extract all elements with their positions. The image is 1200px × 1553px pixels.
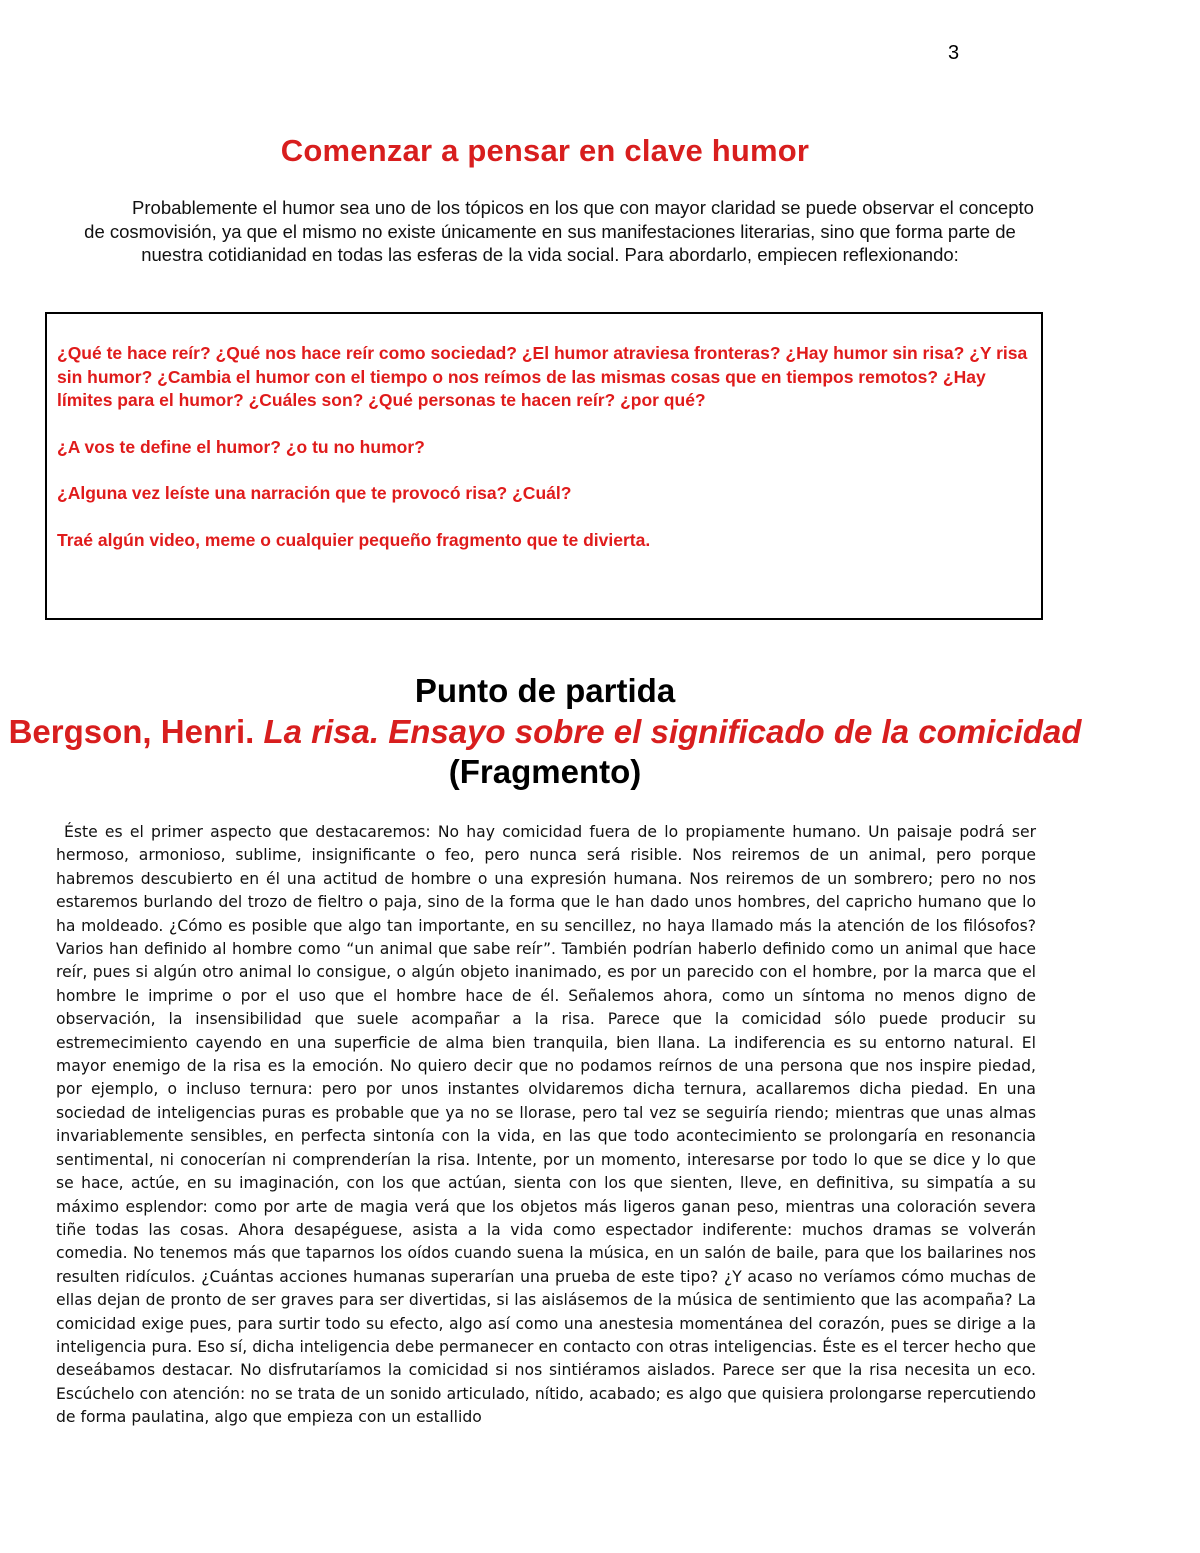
reflection-questions-box — [45, 312, 1043, 620]
question-paragraph-2: ¿A vos te define el humor? ¿o tu no humor? — [57, 436, 425, 457]
question-paragraph-1: ¿Qué te hace reír? ¿Qué nos hace reír como sociedad? ¿El humor atraviesa fronteras? ¿Hay humor sin risa? ¿Y risa sin humor? ¿Cambia el humor con el tiempo o nos reímos de las mismas cosas que en tiempos remotos? ¿Hay límites para el humor? ¿Cuáles son? ¿Qué personas te hacen reír? ¿por qué? — [57, 343, 1028, 410]
reading-heading: Punto de partida — [414, 672, 676, 709]
section-title: Comenzar a pensar en clave humor — [280, 133, 810, 168]
reading-body-text: Éste es el primer aspecto que destacaremos: No hay comicidad fuera de lo propiamente humano. Un paisaje podrá ser hermoso, armonioso, sublime, insignificante o feo, pero nunca será risible. Nos reiremos de un animal, pero porque habremos descubierto en él una actitud de hombre o una expresión humana. Nos reiremos de un sombrero; pero no nos estaremos burlando del trozo de fieltro o paja, sino de la forma que le han dado unos hombres, del capricho humano que lo ha moldeado. ¿Cómo es posible que algo tan importante, en su sencillez, no haya llamado más la atención de los filósofos? Varios han definido al hombre como “un animal que sabe reír”. También podrían haberlo definido como un animal que hace reír, pues si algún otro animal lo consigue, o algún objeto inanimado, es por un parecido con el hombre, por la marca que el hombre le imprime o por el uso que el hombre hace de él. Señalemos ahora, como un síntoma no menos digno de observación, la insensibilidad que suele acompañar a la risa. Parece que la comicidad sólo puede producir su estremecimiento cayendo en una superficie de alma bien tranquila, bien llana. La indiferencia es su entorno natural. El mayor enemigo de la risa es la emoción. No quiero decir que no podamos reírnos de una persona que nos inspire piedad, por ejemplo, o incluso ternura: pero por unos instantes olvidaremos dicha ternura, acallaremos dicha piedad. En una sociedad de inteligencias puras es probable que ya no se llorase, pero tal vez se seguiría riendo; mientras que unas almas invariablemente sensibles, en perfecta sintonía con la vida, en las que todo acontecimiento se prolongaría en resonancia sentimental, ni conocerían ni comprenderían la risa. Intente, por un momento, interesarse por todo lo que se dice y lo que se hace, actúe, en su imaginación, con los que actúan, sienta con los que sienten, lleve, en definitiva, su simpatía a su máximo esplendor: como por arte de magia verá que los objetos más ligeros ganan peso, mientras una coloración severa tiñe todas las cosas. Ahora desapéguese, asista a la vida como espectador indiferente: muchos dramas se volverán comedia. No tenemos más que taparnos los oídos cuando suena la música, en un salón de baile, para que los bailarines nos resulten ridículos. ¿Cuántas acciones humanas superarían una prueba de este tipo? ¿Y acaso no veríamos cómo muchas de ellas dejan de pronto de ser graves para ser divertidas, si las aislásemos de la música de sentimiento que las acompaña? La comicidad exige pues, para surtir todo su efecto, algo así como una anestesia momentánea del corazón, pues se dirige a la inteligencia pura. Eso sí, dicha inteligencia debe permanecer en contacto con otras inteligencias. Éste es el tercer hecho que deseábamos destacar. No disfrutaríamos la comicidad si nos sintiéramos aislados. Parece ser que la risa necesita un eco. Escúchelo con atención: no se trata de un sonido articulado, nítido, acabado; es algo que quisiera prolongarse repercutiendo de forma paulatina, algo que empieza con un estallido — [56, 823, 1036, 1427]
question-paragraph-3: ¿Alguna vez leíste una narración que te provocó risa? ¿Cuál? — [57, 483, 572, 503]
reading-work-title: La risa. Ensayo sobre el significado de la comicidad — [263, 713, 1082, 750]
question-paragraph-4: Traé algún video, meme o cualquier pequeño fragmento que te divierta. — [57, 529, 651, 550]
reading-note: (Fragmento) — [448, 753, 642, 790]
reading-heading-block — [0, 670, 1090, 792]
reading-source-title — [0, 712, 1090, 792]
intro-text: Probablemente el humor sea uno de los tópicos en los que con mayor claridad se puede observar el concepto de cosmovisión, ya que el mismo no existe únicamente en sus manifestaciones literarias, sino que forma parte de nuestra cotidianidad en todas las esferas de la vida social. Para abordarlo, empiecen reflexionando: — [84, 197, 1034, 265]
page-number: 3 — [948, 42, 960, 64]
reading-body — [56, 821, 1036, 1430]
reading-author: Bergson, Henri. — [8, 713, 255, 750]
intro-paragraph — [56, 196, 1044, 267]
